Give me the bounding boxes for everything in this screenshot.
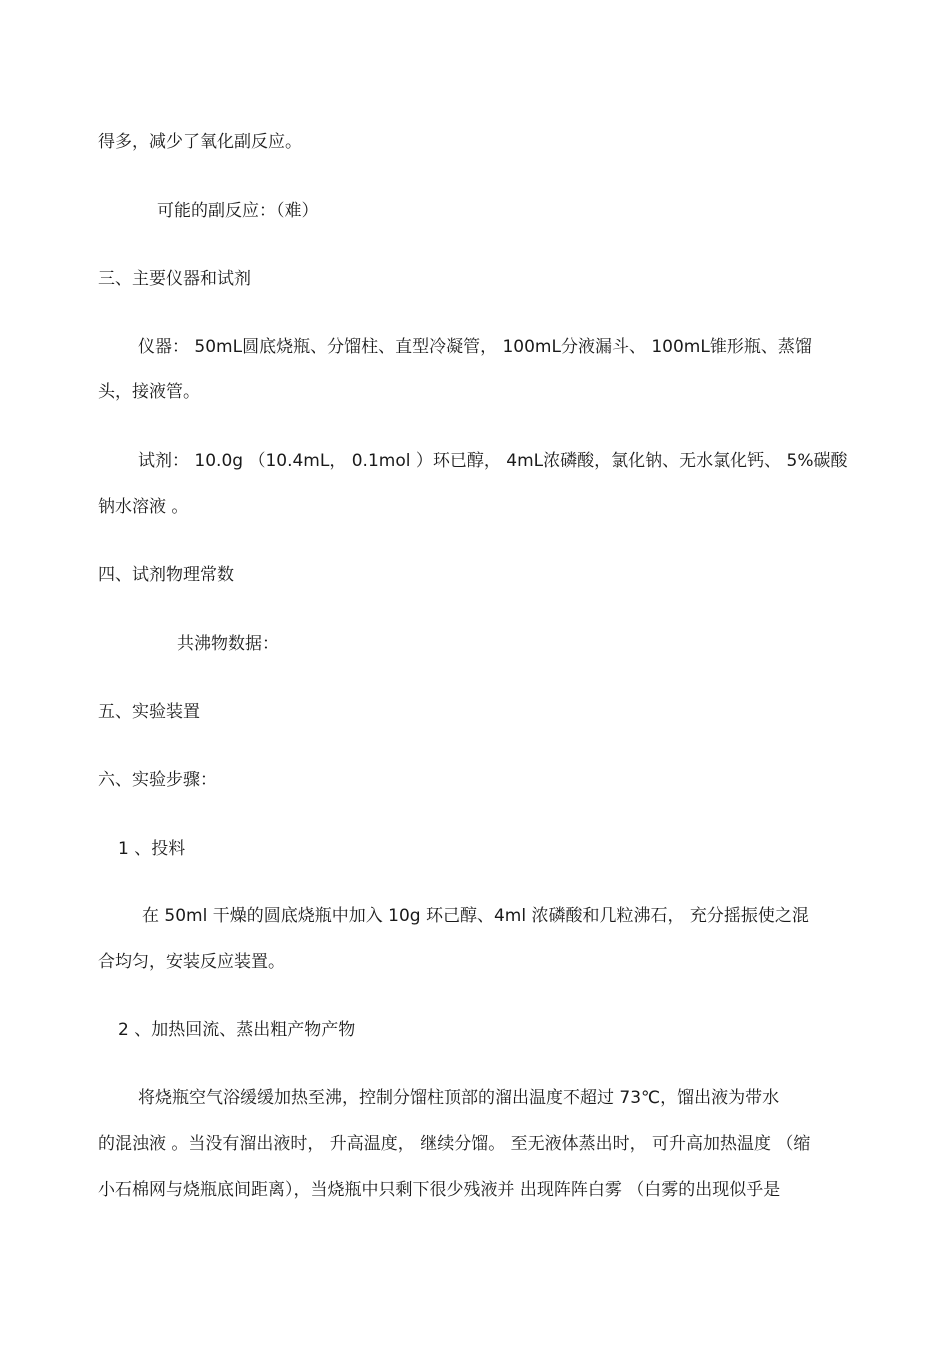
azeotrope-heading: 共沸物数据： [177, 634, 279, 654]
apparatus-line-cont: 头，接液管。 [98, 382, 200, 402]
section-heading-5: 五、实验装置 [98, 702, 200, 722]
step-2-line: 将烧瓶空气浴缓缓加热至沸，控制分馏柱顶部的溜出温度不超过 73℃，馏出液为带水 [138, 1088, 780, 1108]
section-heading-6: 六、实验步骤： [98, 770, 217, 790]
step-2-line-cont: 小石棉网与烧瓶底间距离），当烧瓶中只剩下很少残液并 出现阵阵白雾 （白雾的出现似乎是 [98, 1180, 781, 1200]
section-heading-4: 四、试剂物理常数 [98, 565, 234, 585]
step-1-line: 在 50ml 干燥的圆底烧瓶中加入 10g 环己醇、4ml 浓磷酸和几粒沸石， 充分摇振使之混 [142, 906, 809, 926]
apparatus-line: 仪器： 50mL圆底烧瓶、分馏柱、直型冷凝管， 100mL分液漏斗、 100mL锥形瓶、蒸馏 [138, 337, 812, 357]
step-2-line-cont: 的混浊液 。当没有溜出液时， 升高温度， 继续分馏。 至无液体蒸出时， 可升高加热温度 （缩 [98, 1134, 811, 1154]
paragraph-line: 得多，减少了氧化副反应。 [98, 132, 302, 152]
section-heading-3: 三、主要仪器和试剂 [98, 269, 251, 289]
step-heading-2: 2 、加热回流、蒸出粗产物产物 [118, 1020, 356, 1040]
step-heading-1: 1 、投料 [118, 839, 186, 859]
reagents-line: 试剂： 10.0g （10.4mL， 0.1mol ）环已醇， 4mL浓磷酸，氯化钠、无水氯化钙、 5%碳酸 [138, 451, 848, 471]
step-1-line-cont: 合均匀，安装反应装置。 [98, 952, 285, 972]
side-reaction-heading: 可能的副反应：（难） [157, 201, 319, 221]
reagents-line-cont: 钠水溶液 。 [98, 497, 189, 517]
